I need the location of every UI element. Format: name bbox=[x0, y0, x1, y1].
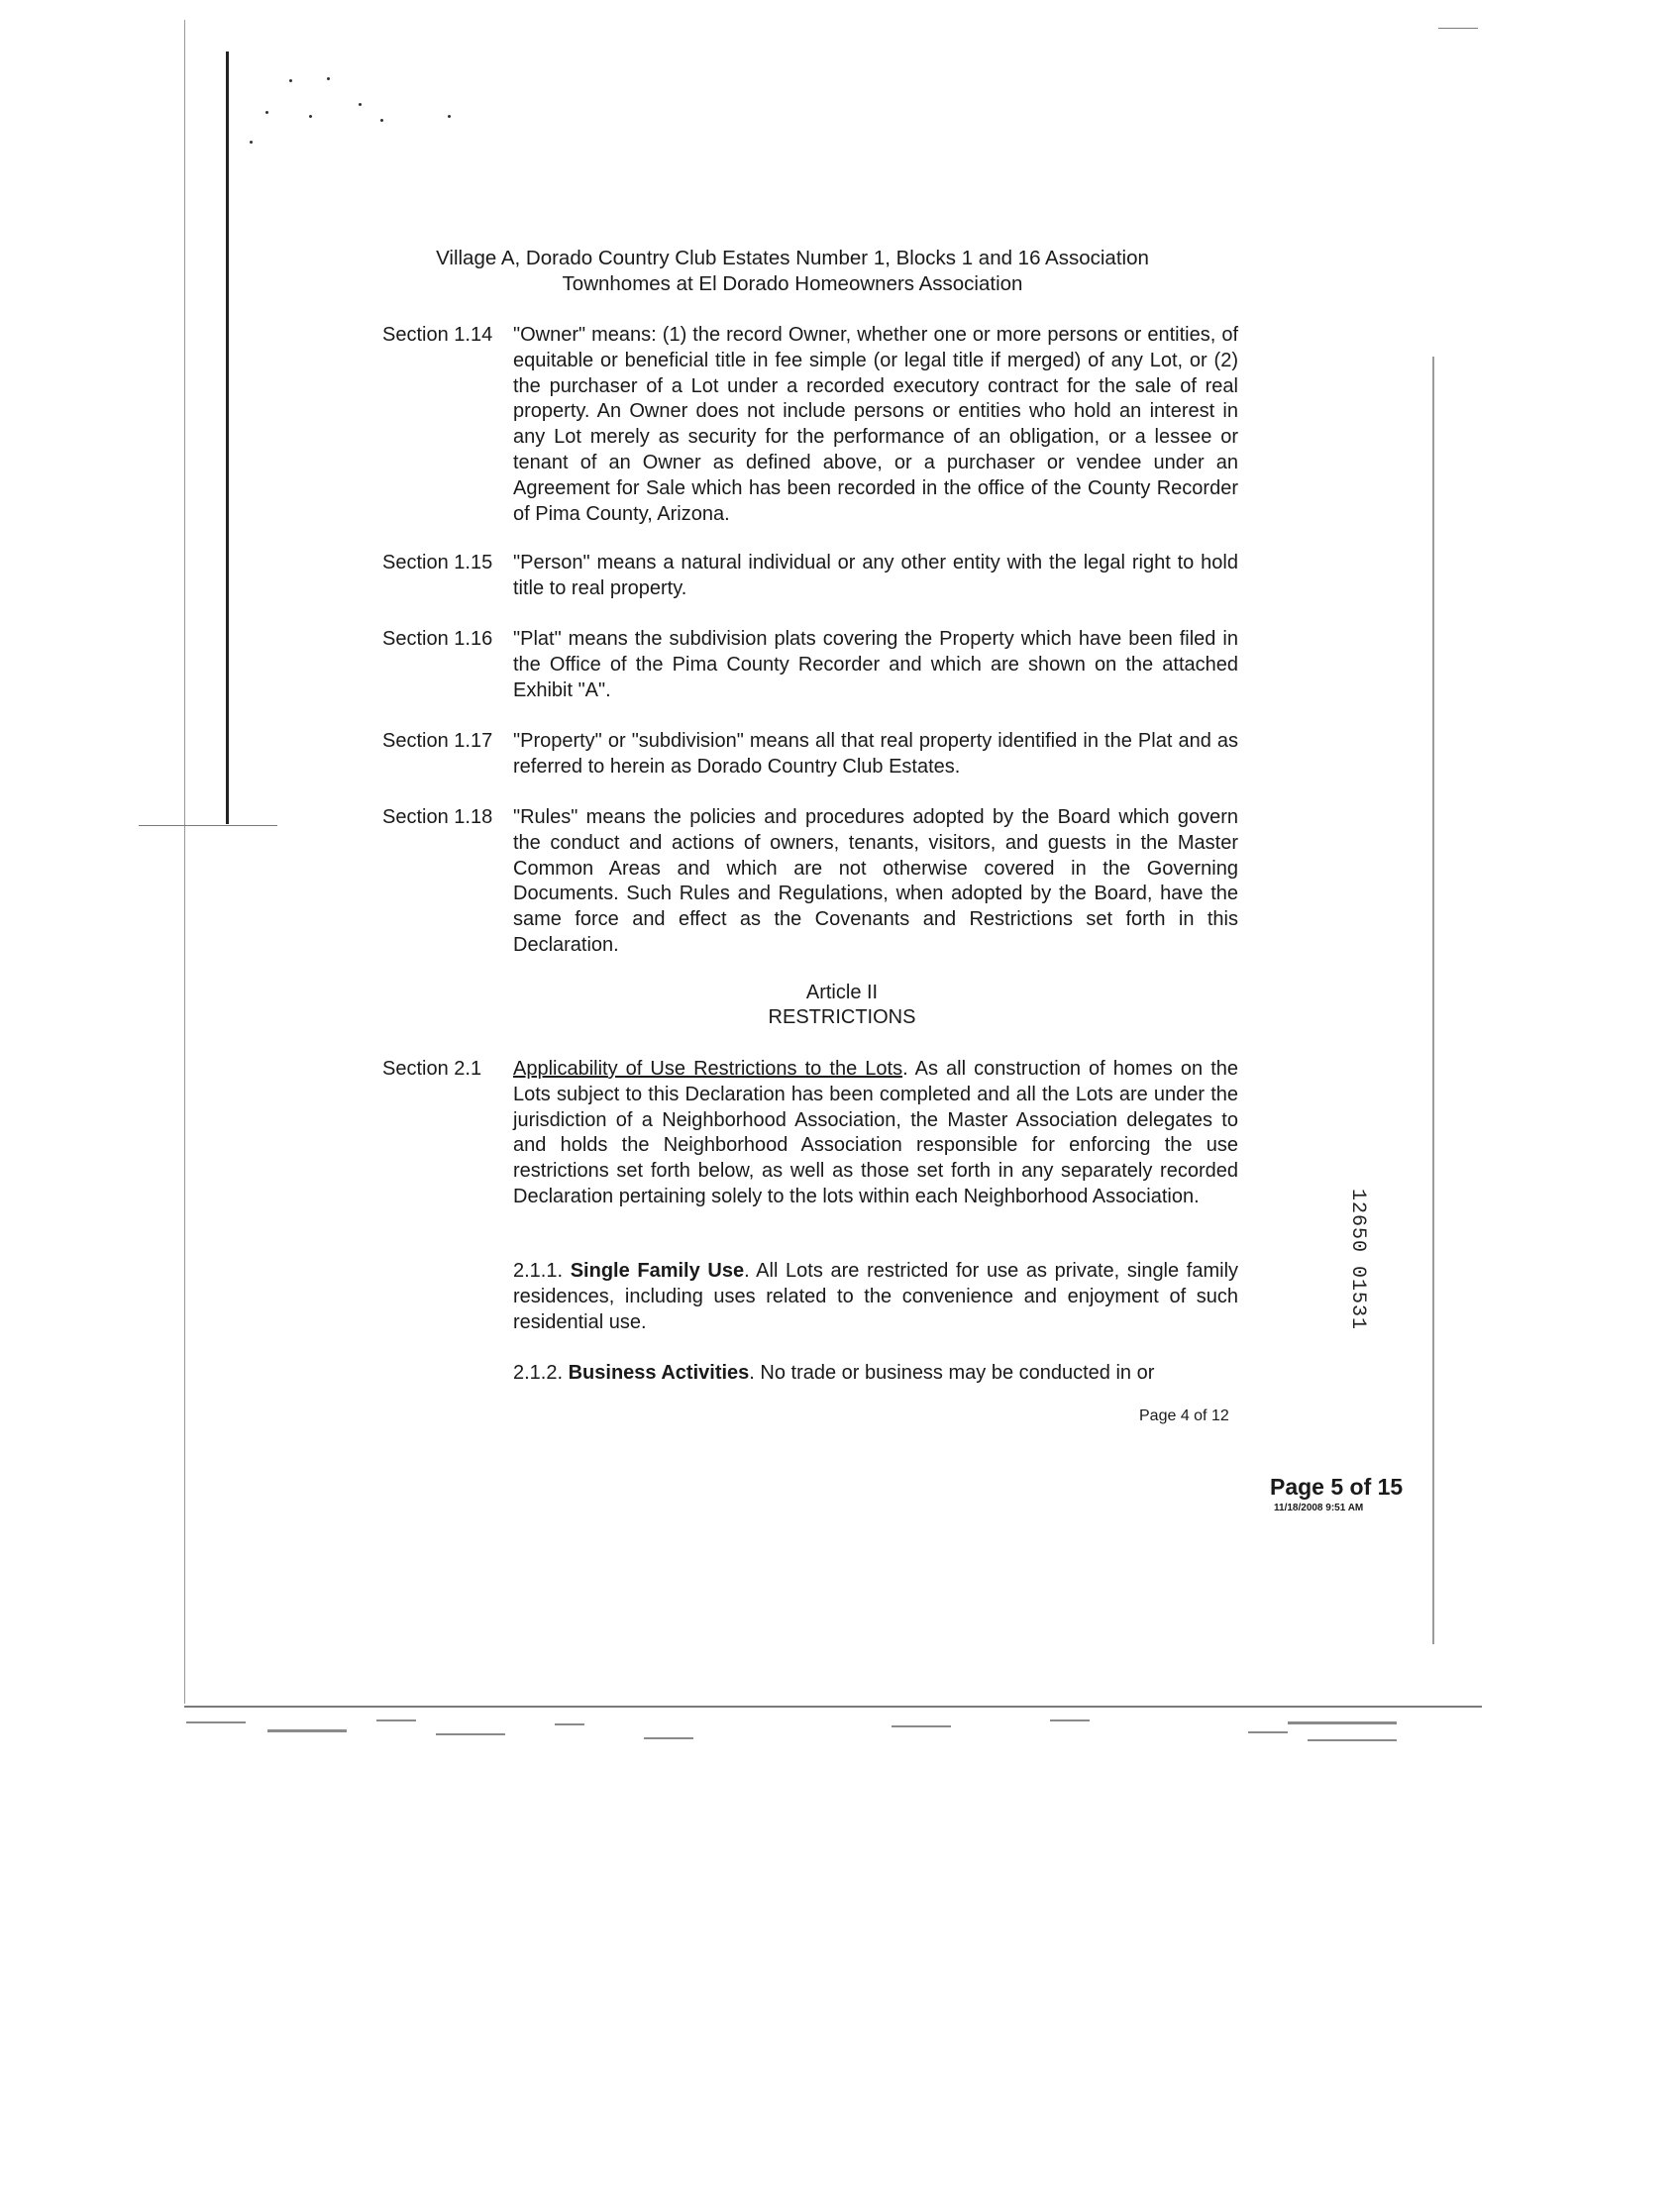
subsection-body: . All Lots are restricted for use as private, single family residences, including uses related to the convenience and enjoyment of such residential use. bbox=[513, 1260, 1239, 1333]
subsection-number: 2.1.1. bbox=[513, 1260, 564, 1282]
section-label: Section 1.16 bbox=[382, 628, 493, 650]
header-line-1: Village A, Dorado Country Club Estates Number 1, Blocks 1 and 16 Association bbox=[436, 247, 1149, 269]
article-title: RESTRICTIONS bbox=[768, 1006, 916, 1028]
scan-left-edge-line bbox=[226, 52, 229, 824]
section-text: "Owner" means: (1) the record Owner, whether one or more persons or entities, of equitable or beneficial title in fee simple (or legal title if merged) of any Lot, or (2) the purchaser of a Lot under a recorded executory contract for the sale of real property. An Owner does not include persons or entities who hold an interest in any Lot merely as security for the performance of an obligation, or a lessee or tenant of an Owner as defined above, or a purchaser or vendee under an Agreement for Sale which has been recorded in the office of the County Recorder of Pima County, Arizona. bbox=[513, 324, 1238, 525]
scan-speck bbox=[250, 141, 253, 144]
scan-left-tick bbox=[139, 825, 277, 826]
outer-page-number: Page 5 of 15 bbox=[1270, 1474, 1404, 1500]
section-text: "Plat" means the subdivision plats covering the Property which have been filed in the Office of the Pima County Recorder and which are shown on the attached Exhibit "A". bbox=[513, 628, 1238, 701]
section-text: "Person" means a natural individual or any other entity with the legal right to hold title to real property. bbox=[513, 552, 1238, 599]
scan-right-edge-line bbox=[1432, 357, 1434, 1644]
scan-noise-band bbox=[178, 1712, 1466, 1755]
section-heading: Applicability of Use Restrictions to the Lots bbox=[513, 1058, 903, 1080]
section-label: Section 1.14 bbox=[382, 324, 493, 346]
scan-speck bbox=[448, 115, 451, 118]
scan-speck bbox=[289, 79, 292, 82]
section-body: . As all construction of homes on the Lots subject to this Declaration has been completed and all the Lots are under the jurisdiction of a Neighborhood Association, the Master Association delegates to and holds the Neighborhood Association responsible for enforcing the use restrictions set forth below, as well as those set forth in any separately recorded Declaration pertaining solely to the lots within each Neighborhood Association. bbox=[513, 1058, 1239, 1207]
subsection-heading: Single Family Use bbox=[570, 1260, 745, 1282]
section-label: Section 2.1 bbox=[382, 1058, 482, 1080]
section-label: Section 1.18 bbox=[382, 806, 493, 828]
article-number: Article II bbox=[805, 982, 879, 1003]
recording-timestamp: 11/18/2008 9:51 AM bbox=[1274, 1503, 1364, 1513]
scan-speck bbox=[265, 111, 268, 114]
scan-speck bbox=[359, 103, 362, 106]
section-label: Section 1.17 bbox=[382, 730, 493, 752]
subsection-number: 2.1.2. bbox=[513, 1362, 564, 1384]
section-text bbox=[513, 1057, 1238, 1210]
scan-bottom-edge-line bbox=[184, 1706, 1482, 1708]
document-header bbox=[297, 246, 1288, 297]
section-text: "Property" or "subdivision" means all that real property identified in the Plat and as referred to herein as Dorado Country Club Estates. bbox=[513, 730, 1238, 778]
scan-speck bbox=[380, 119, 383, 122]
section-text: "Rules" means the policies and procedures adopted by the Board which govern the conduct and actions of owners, tenants, visitors, and guests in the Master Common Areas and which are not otherwise covered in the Governing Documents. Such Rules and Regulations, when adopted by the Board, have the same force and effect as the Covenants and Restrictions set forth in this Declaration. bbox=[513, 806, 1238, 956]
scan-top-right-mark bbox=[1438, 28, 1478, 29]
scan-speck bbox=[327, 77, 330, 80]
article-heading bbox=[594, 981, 1090, 1030]
scan-speck bbox=[309, 115, 312, 118]
subsection-text bbox=[513, 1361, 1238, 1387]
section-label: Section 1.15 bbox=[382, 552, 493, 573]
inner-page-number: Page 4 of 12 bbox=[1139, 1407, 1229, 1424]
subsection-heading: Business Activities bbox=[568, 1362, 750, 1384]
header-line-2: Townhomes at El Dorado Homeowners Association bbox=[562, 272, 1023, 295]
subsection-text bbox=[513, 1259, 1238, 1335]
subsection-body: . No trade or business may be conducted in or bbox=[749, 1362, 1155, 1384]
scan-left-faint-line bbox=[184, 20, 185, 1704]
recorder-side-stamp: 12650 01531 bbox=[1346, 1189, 1369, 1331]
